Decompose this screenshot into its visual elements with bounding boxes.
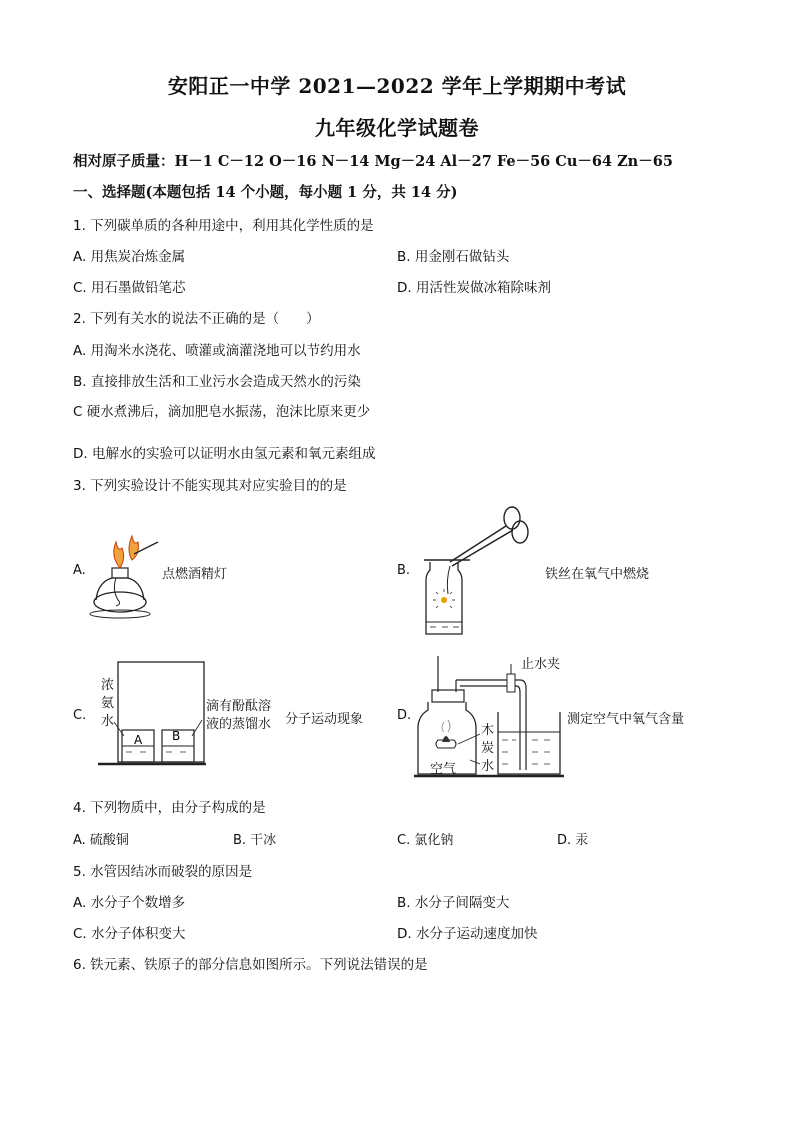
question-4-option-a: A. 硫酸铜 bbox=[73, 833, 129, 848]
question-4-stem: 4. 下列物质中，由分子构成的是 bbox=[73, 800, 266, 816]
question-5-option-b: B. 水分子间隔变大 bbox=[397, 895, 510, 911]
question-3-stem: 3. 下列实验设计不能实现其对应实验目的的是 bbox=[73, 478, 347, 494]
question-3-option-b-letter: B. bbox=[397, 563, 411, 578]
question-2-option-d: D. 电解水的实验可以证明水由氢元素和氧元素组成 bbox=[73, 446, 376, 462]
question-4-option-b: B. 干冰 bbox=[233, 833, 277, 848]
question-5-stem: 5. 水管因结冰而破裂的原因是 bbox=[73, 864, 253, 880]
question-5-option-c: C. 水分子体积变大 bbox=[73, 926, 186, 942]
question-3-option-a-letter: A. bbox=[73, 563, 86, 578]
phenolphthalein-label-line-2: 液的蒸馏水 bbox=[206, 717, 272, 732]
question-3-option-a-text: 点燃酒精灯 bbox=[162, 567, 228, 582]
ammonia-label-char-3: 水 bbox=[101, 714, 115, 729]
question-3-option-c-text: 分子运动现象 bbox=[285, 712, 364, 727]
section-heading: 一、选择题(本题包括 14 个小题，每小题 1 分，共 14 分) bbox=[73, 184, 458, 201]
exam-subtitle: 九年级化学试题卷 bbox=[315, 116, 479, 140]
ammonia-label bbox=[101, 677, 114, 731]
iron-wire-combustion-figure bbox=[420, 500, 530, 640]
question-2-option-c: C 硬水煮沸后，滴加肥皂水振荡，泡沫比原来更少 bbox=[73, 404, 371, 420]
question-3-option-c-letter: C. bbox=[73, 708, 87, 723]
charcoal-label bbox=[481, 722, 494, 776]
water-clamp-label: 止水夹 bbox=[521, 657, 561, 672]
question-1-option-b: B. 用金刚石做钻头 bbox=[397, 249, 510, 265]
question-3-option-d-text: 测定空气中氧气含量 bbox=[567, 712, 685, 727]
jar-water-label: 水 bbox=[481, 759, 495, 774]
air-label: 空气 bbox=[430, 762, 457, 777]
question-4-option-d: D. 汞 bbox=[557, 833, 589, 848]
question-5-option-d: D. 水分子运动速度加快 bbox=[397, 926, 538, 942]
question-6-stem: 6. 铁元素、铁原子的部分信息如图所示。下列说法错误的是 bbox=[73, 957, 428, 973]
beaker-a-label: A bbox=[134, 733, 143, 747]
question-3-option-b-text: 铁丝在氧气中燃烧 bbox=[545, 567, 650, 582]
atomic-masses: 相对原子质量：H－1 C－12 O－16 N－14 Mg－24 Al－27 Fe－56 Cu－64 Zn－65 bbox=[73, 153, 673, 170]
question-2-option-a: A. 用淘米水浇花、喷灌或滴灌浇地可以节约用水 bbox=[73, 343, 361, 359]
question-3-option-d-letter: D. bbox=[397, 708, 412, 723]
charcoal-label-char-1: 木 bbox=[481, 723, 495, 738]
ammonia-label-char-1: 浓 bbox=[101, 678, 115, 693]
question-4-option-c: C. 氯化钠 bbox=[397, 833, 454, 848]
alcohol-lamp-figure bbox=[88, 530, 168, 620]
charcoal-label-char-2: 炭 bbox=[481, 741, 495, 756]
question-1-option-c: C. 用石墨做铅笔芯 bbox=[73, 280, 186, 296]
question-1-option-a: A. 用焦炭冶炼金属 bbox=[73, 249, 186, 265]
question-2-option-b: B. 直接排放生活和工业污水会造成天然水的污染 bbox=[73, 374, 361, 390]
beaker-b-label: B bbox=[172, 729, 181, 743]
question-2-stem: 2. 下列有关水的说法不正确的是（ ） bbox=[73, 311, 320, 327]
question-5-option-a: A. 水分子个数增多 bbox=[73, 895, 186, 911]
phenolphthalein-label bbox=[206, 698, 271, 734]
question-1-option-d: D. 用活性炭做冰箱除味剂 bbox=[397, 280, 551, 296]
ammonia-label-char-2: 氨 bbox=[101, 696, 115, 711]
exam-title: 安阳正一中学 2021—2022 学年上学期期中考试 bbox=[167, 74, 627, 98]
question-1-stem: 1. 下列碳单质的各种用途中，利用其化学性质的是 bbox=[73, 218, 374, 234]
phenolphthalein-label-line-1: 滴有酚酞溶 bbox=[206, 699, 272, 714]
